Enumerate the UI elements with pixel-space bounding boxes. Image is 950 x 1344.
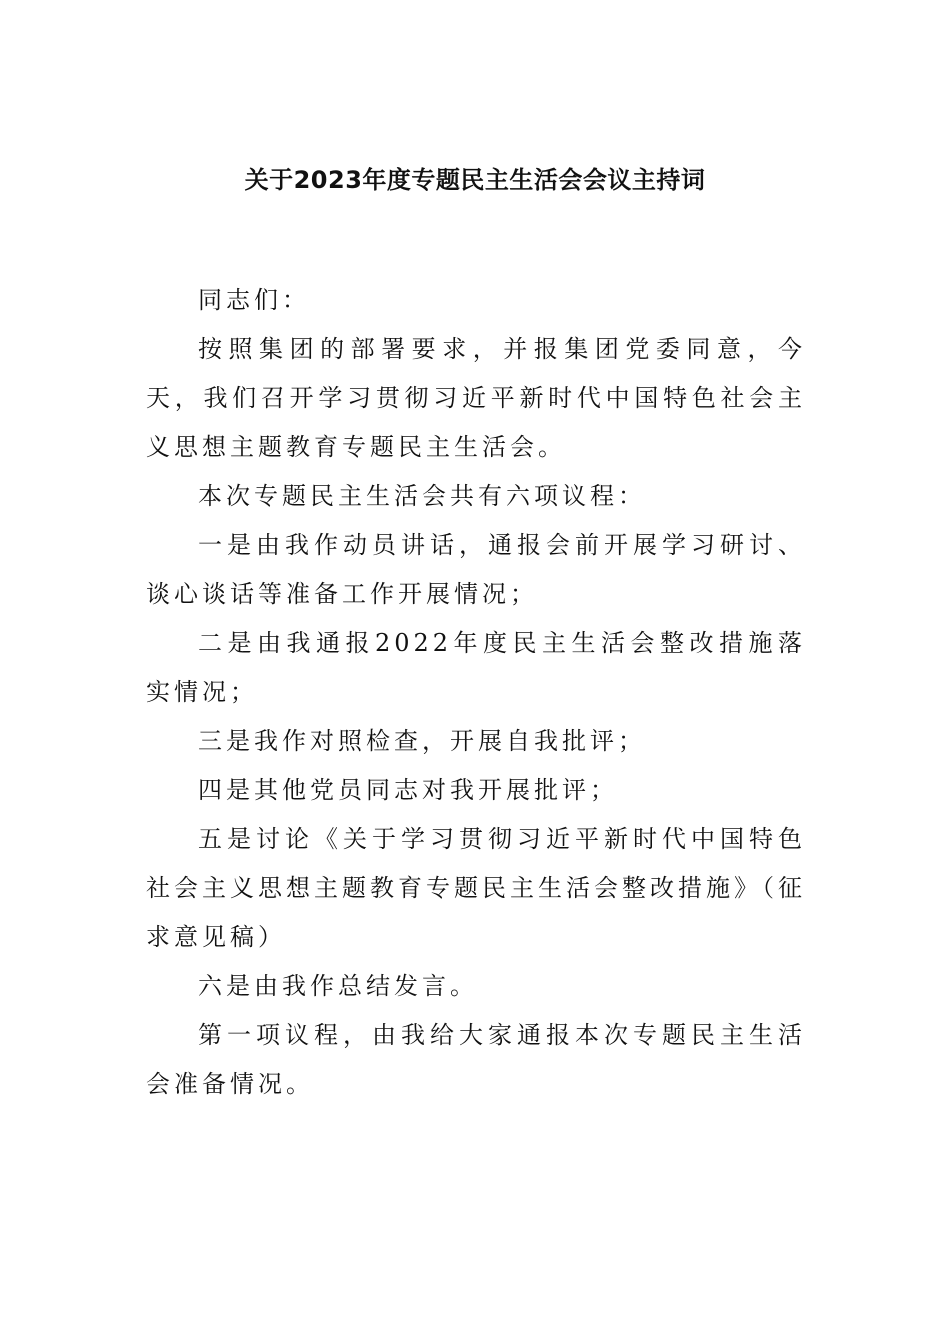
document-body (146, 276, 806, 1109)
paragraph-agenda-item-6: 六是由我作总结发言。 (198, 972, 478, 1000)
paragraph-agenda-item-4: 四是其他党员同志对我开展批评； (198, 776, 618, 804)
paragraph-agenda-heading: 本次专题民主生活会共有六项议程： (198, 482, 646, 510)
paragraph-intro: 按照集团的部署要求，并报集团党委同意，今天，我们召开学习贯彻习近平新时代中国特色社会主义思想主题教育专题民主生活会。 (146, 335, 806, 461)
paragraph-agenda-item-1: 一是由我作动员讲话，通报会前开展学习研讨、谈心谈话等准备工作开展情况； (146, 531, 806, 608)
paragraph-first-item: 第一项议程，由我给大家通报本次专题民主生活会准备情况。 (146, 1021, 806, 1098)
paragraph-agenda-item-5: 五是讨论《关于学习贯彻习近平新时代中国特色社会主义思想主题教育专题民主生活会整改措施》（征求意见稿） (146, 825, 806, 951)
paragraph-salutation: 同志们： (198, 286, 310, 314)
document-title: 关于2023年度专题民主生活会会议主持词 (244, 166, 706, 194)
paragraph-agenda-item-3: 三是我作对照检查，开展自我批评； (198, 727, 646, 755)
paragraph-agenda-item-2: 二是由我通报2022年度民主生活会整改措施落实情况； (146, 629, 806, 706)
